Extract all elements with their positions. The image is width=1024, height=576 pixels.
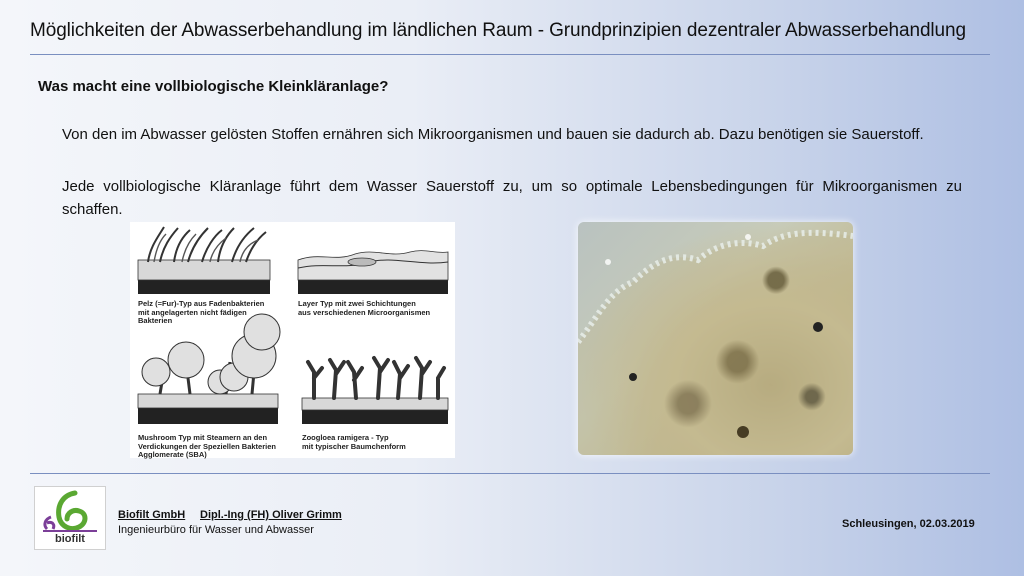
header-divider bbox=[30, 54, 990, 55]
footer-divider bbox=[30, 473, 990, 474]
office-description: Ingenieurbüro für Wasser und Abwasser bbox=[118, 524, 314, 536]
layer-type-illustration bbox=[298, 251, 448, 294]
biofilm-types-diagram bbox=[130, 222, 455, 458]
place-date: Schleusingen, 02.03.2019 bbox=[842, 518, 975, 530]
caption-layer-type: Layer Typ mit zwei Schichtungen aus verschiedenen Microorganismen bbox=[298, 299, 431, 317]
slide-title: Möglichkeiten der Abwasserbehandlung im ländlichen Raum - Grundprinzipien dezentraler Abwasserbehandlung bbox=[30, 20, 966, 41]
paragraph-1: Von den im Abwasser gelösten Stoffen ernähren sich Mikroorganismen und bauen sie dadurch ab. Dazu benötigen sie Sauerstoff. bbox=[62, 126, 924, 143]
section-heading: Was macht eine vollbiologische Kleinkläranlage? bbox=[38, 78, 389, 95]
paragraph-2: Jede vollbiologische Kläranlage führt dem Wasser Sauerstoff zu, um so optimale Lebensbedingungen für Mikroorganismen zu schaffen. bbox=[62, 178, 962, 218]
biofilt-logo bbox=[34, 486, 106, 550]
microscope-photo bbox=[578, 222, 853, 455]
caption-mushroom-type: Mushroom Typ mit Steamern an den Verdickungen der Speziellen Bakterien Agglomerate (SBA) bbox=[138, 433, 276, 459]
company-name: Biofilt GmbH bbox=[118, 509, 186, 521]
caption-fur-type: Pelz (=Fur)-Typ aus Fadenbakterien mit angelagerten nicht fädigen Bakterien bbox=[138, 299, 265, 325]
caption-zoogloea-type: Zoogloea ramigera - Typ mit typischer Baumchenform bbox=[302, 433, 406, 451]
fur-type-illustration bbox=[138, 227, 270, 294]
engineer-name: Dipl.-Ing (FH) Oliver Grimm bbox=[200, 509, 342, 521]
logo-text: biofilt bbox=[55, 533, 85, 545]
zoogloea-type-illustration bbox=[302, 358, 448, 424]
mushroom-type-illustration bbox=[138, 314, 280, 424]
